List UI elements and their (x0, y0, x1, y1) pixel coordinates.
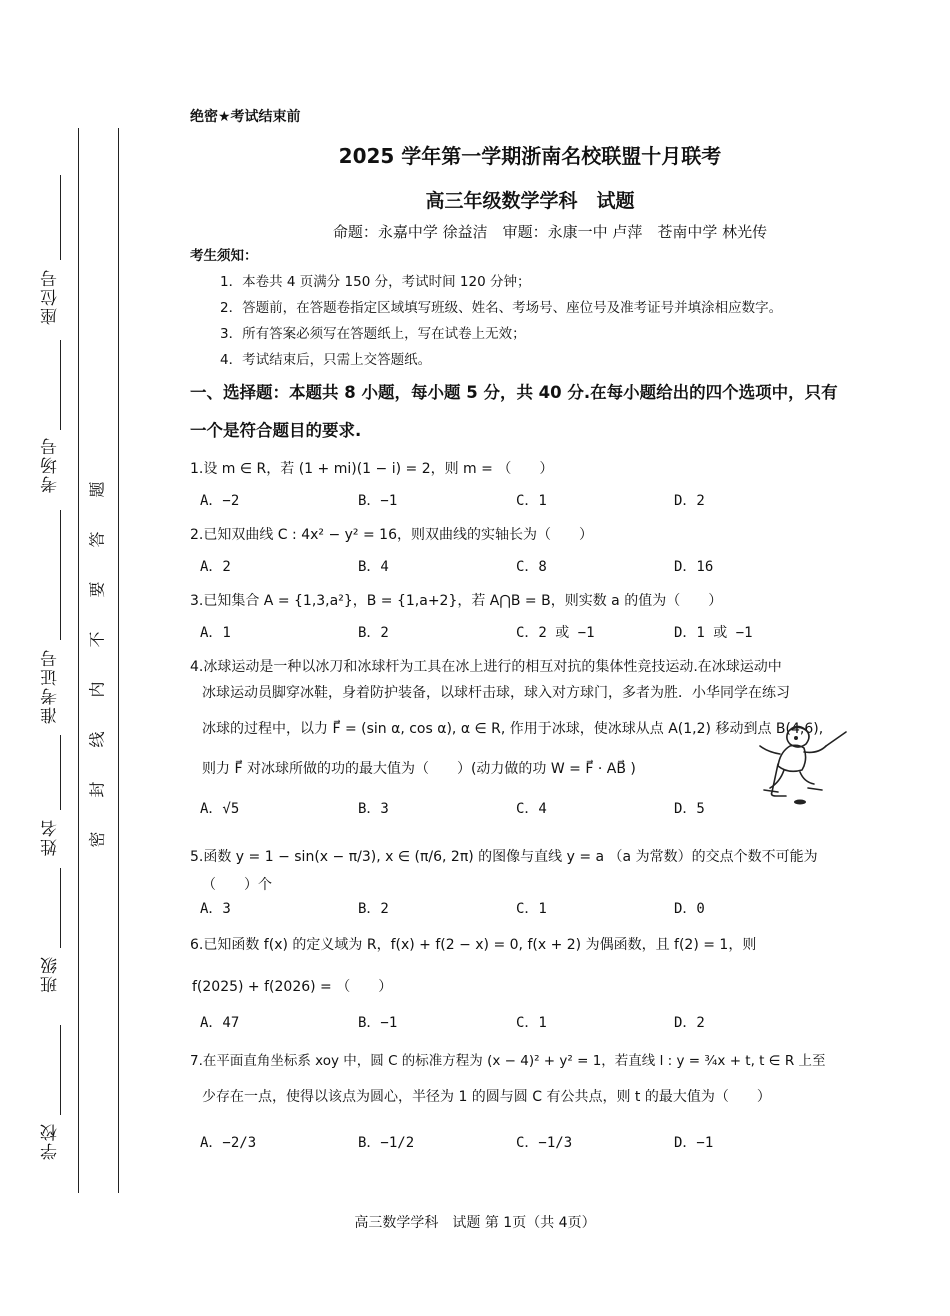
option-a: A．1 (200, 625, 231, 641)
question-continuation: （ ）个 (202, 877, 272, 893)
question-3 (190, 590, 870, 644)
seal-word: 要 (87, 581, 107, 598)
question-continuation: 冰球运动员脚穿冰鞋，身着防护装备，以球杆击球，球入对方球门，多者为胜．小华同学在练习 (202, 685, 790, 701)
field-ticket-underline (60, 510, 61, 640)
exam-subtitle: 高三年级数学学科 试题 (425, 190, 635, 212)
question-5 (190, 846, 870, 920)
option-a: A．2 (200, 559, 231, 575)
option-b: B．2 (358, 625, 389, 641)
option-a: A．−2/3 (200, 1135, 257, 1151)
seal-word: 内 (87, 681, 107, 698)
question-stem: 2.已知双曲线 C : 4x² − y² = 16，则双曲线的实轴长为（ ） (190, 527, 593, 543)
question-continuation: 则力 F⃗ 对冰球所做的功的最大值为（ ）(动力做的功 W = F⃗ · AB⃗ ) (202, 761, 636, 777)
margin-line-inner (118, 128, 119, 1193)
question-continuation: 少存在一点，使得以该点为圆心，半径为 1 的圆与圆 C 有公共点，则 t 的最大值为（ ） (202, 1089, 771, 1105)
option-a: A．47 (200, 1015, 240, 1031)
field-class-label: 班级 (41, 955, 61, 993)
seal-word: 题 (87, 481, 107, 498)
options-row (190, 1012, 870, 1034)
option-c: C．1 (516, 901, 547, 917)
section-heading-line: 一个是符合题目的要求. (190, 421, 362, 440)
option-d: D．16 (674, 559, 714, 575)
options-row (190, 490, 870, 512)
section-heading-line: 一、选择题：本题共 8 小题，每小题 5 分，共 40 分.在每小题给出的四个选项中，只有 (190, 383, 838, 402)
field-room-underline (60, 340, 61, 430)
option-a: A．√5 (200, 801, 240, 817)
question-stem: 1.设 m ∈ R，若 (1 + mi)(1 − i) = 2，则 m = （ ） (190, 461, 554, 477)
seal-word: 答 (87, 531, 107, 548)
question-stem: 7.在平面直角坐标系 xoy 中，圆 C 的标准方程为 (x − 4)² + y² = 1，若直线 l : y = ¾x + t, t ∈ R 上至 (190, 1053, 826, 1069)
option-d: D．5 (674, 801, 705, 817)
option-c: C．1 (516, 1015, 547, 1031)
option-d: D．1 或 −1 (674, 625, 753, 641)
field-seat-label: 座位号 (41, 268, 61, 325)
question-1 (190, 458, 870, 512)
question-stem: 3.已知集合 A = {1,3,a²}，B = {1,a+2}，若 A⋂B = B，则实数 a 的值为（ ） (190, 593, 723, 609)
option-a: A．−2 (200, 493, 240, 509)
hockey-player-illustration (750, 718, 860, 808)
option-b: B．4 (358, 559, 389, 575)
option-b: B．−1 (358, 493, 398, 509)
field-room-label: 考场号 (41, 436, 61, 493)
question-6 (190, 934, 870, 1034)
option-d: D．−1 (674, 1135, 714, 1151)
question-stem: 4.冰球运动是一种以冰刀和冰球杆为工具在冰上进行的相互对抗的集体性竞技运动.在冰球运动中 (190, 659, 782, 675)
exam-authors: 命题：永嘉中学 徐益洁 审题：永康一中 卢萍 苍南中学 林光传 (332, 223, 768, 241)
exam-content (190, 100, 870, 1154)
option-c: C．2 或 −1 (516, 625, 595, 641)
notice-item: 1．本卷共 4 页满分 150 分，考试时间 120 分钟； (220, 274, 531, 290)
field-name-label: 姓名 (41, 818, 61, 856)
field-school-underline (60, 1025, 61, 1115)
notice-item: 4．考试结束后，只需上交答题纸。 (220, 352, 432, 368)
notice-item: 3．所有答案必须写在答题纸上，写在试卷上无效； (220, 326, 526, 342)
margin-line-outer (78, 128, 79, 1193)
question-stem: 6.已知函数 f(x) 的定义域为 R，f(x) + f(2 − x) = 0, f(x + 2) 为偶函数，且 f(2) = 1，则 (190, 937, 757, 953)
seal-word: 线 (87, 731, 107, 748)
section-heading (190, 374, 870, 450)
option-d: D．2 (674, 493, 705, 509)
option-c: C．1 (516, 493, 547, 509)
exam-title: 2025 学年第一学期浙南名校联盟十月联考 (338, 144, 722, 168)
question-continuation: f(2025) + f(2026) = （ ） (192, 979, 393, 995)
option-b: B．2 (358, 901, 389, 917)
options-row (190, 1132, 870, 1154)
option-c: C．4 (516, 801, 547, 817)
confidential-label: 绝密★考试结束前 (190, 109, 301, 125)
field-seat-underline (60, 175, 61, 260)
field-ticket-label: 准考证号 (41, 648, 61, 724)
seal-word: 不 (87, 631, 107, 648)
field-school-label: 学校 (41, 1122, 61, 1160)
option-b: B．3 (358, 801, 389, 817)
option-a: A．3 (200, 901, 231, 917)
notice-item: 2．答题前，在答题卷指定区域填写班级、姓名、考场号、座位号及准考证号并填涂相应数字。 (220, 300, 783, 316)
page-footer: 高三数学学科 试题 第 1页（共 4页） (354, 1215, 596, 1231)
options-row (190, 556, 870, 578)
notice-title: 考生须知： (190, 248, 258, 264)
options-row (190, 622, 870, 644)
question-2 (190, 524, 870, 578)
field-class-underline (60, 868, 61, 948)
option-d: D．2 (674, 1015, 705, 1031)
option-c: C．−1/3 (516, 1135, 573, 1151)
option-b: B．−1 (358, 1015, 398, 1031)
option-c: C．8 (516, 559, 547, 575)
options-row (190, 898, 870, 920)
question-7 (190, 1050, 870, 1154)
field-name-underline (60, 735, 61, 810)
question-stem: 5.函数 y = 1 − sin(x − π/3), x ∈ (π/6, 2π) 的图像与直线 y = a （a 为常数）的交点个数不可能为 (190, 849, 818, 865)
question-continuation: 冰球的过程中，以力 F⃗ = (sin α, cos α), α ∈ R, 作用于冰球，使冰球从点 A(1,2) 移动到点 B(4,6), (202, 721, 824, 737)
option-d: D．0 (674, 901, 705, 917)
seal-word: 封 (87, 781, 107, 798)
seal-word: 密 (87, 831, 107, 848)
option-b: B．−1/2 (358, 1135, 415, 1151)
